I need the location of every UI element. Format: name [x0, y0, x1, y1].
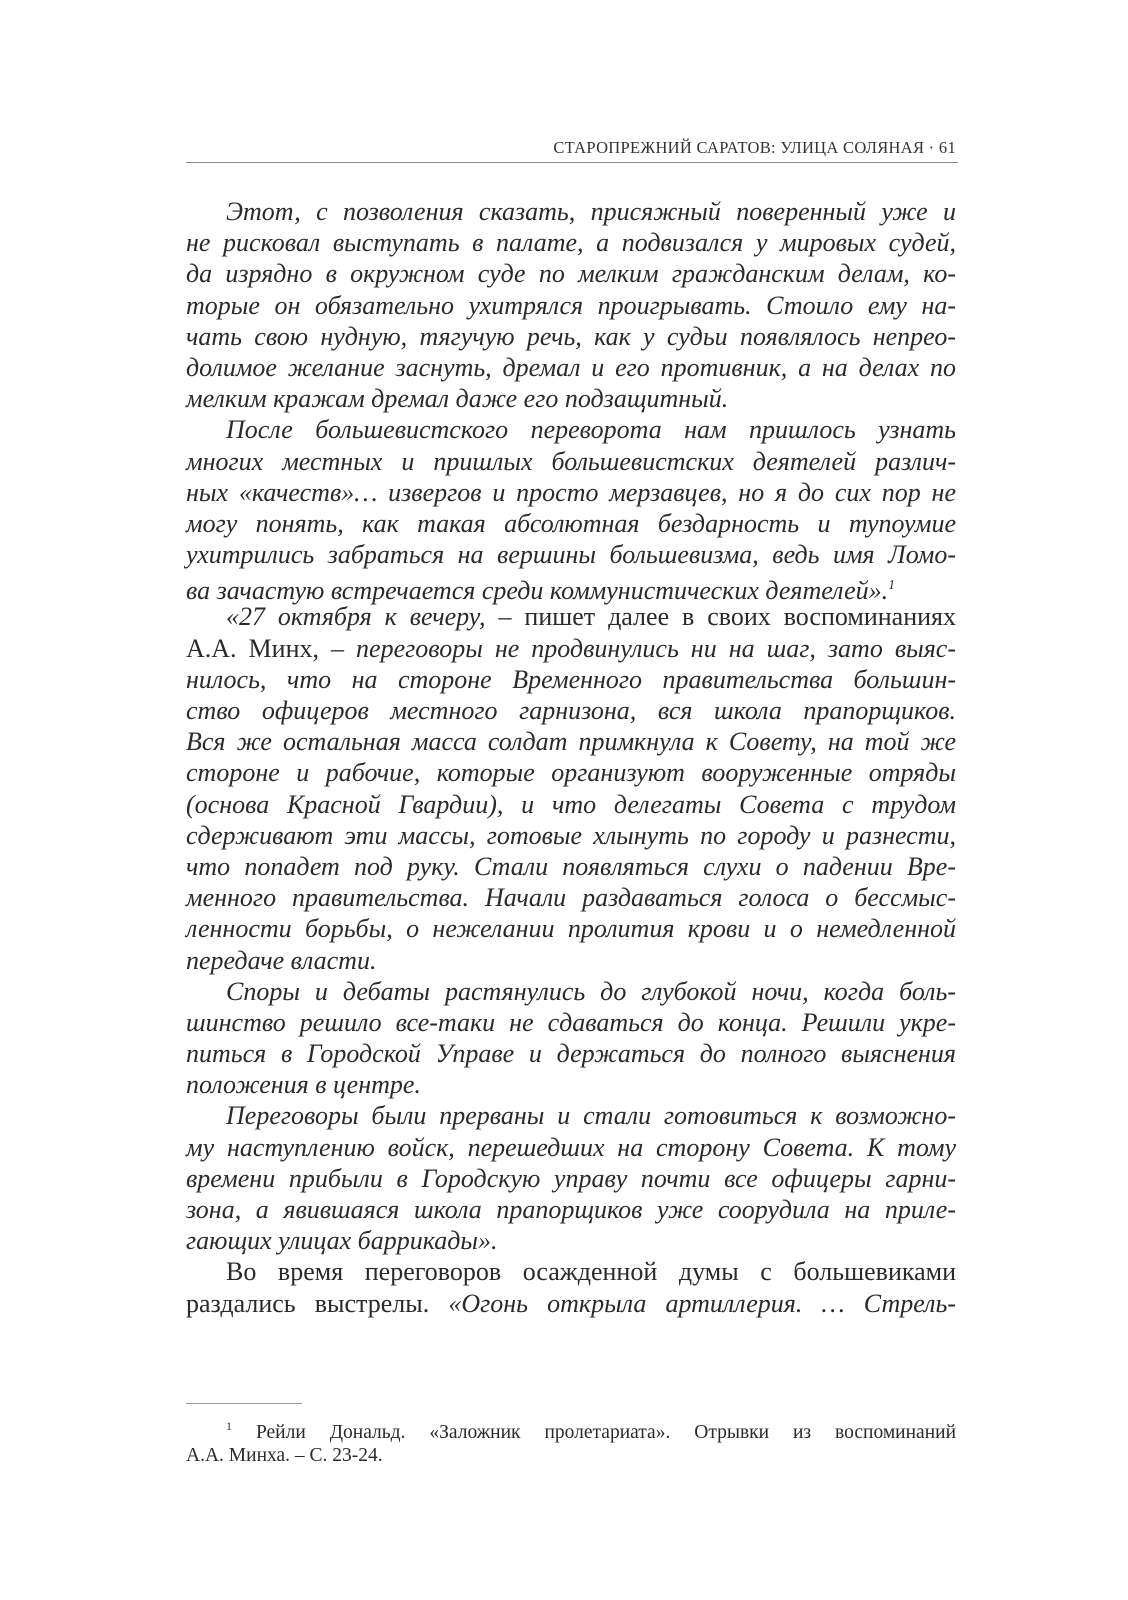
text-line: [186, 633, 956, 664]
text-line: [186, 789, 956, 820]
italic-text: гающих улицах баррикады».: [186, 1226, 498, 1256]
footnote-rule: [186, 1403, 302, 1404]
italic-text: что попадет под руку. Стали появляться слухи о падении Вре-: [186, 851, 956, 881]
italic-text: зона, а явившаяся школа прапорщиков уже соорудила на приле-: [186, 1195, 956, 1224]
italic-text: мелким кражам дремал даже его подзащитный.: [186, 384, 729, 414]
roman-text: А.А. Минх, –: [186, 633, 357, 663]
text-line: [186, 414, 956, 445]
text-line: [186, 508, 956, 539]
text-line: [186, 352, 956, 383]
paragraph: [186, 1100, 956, 1256]
text-line: [186, 477, 956, 508]
text-line: [186, 1038, 956, 1069]
footnote: [186, 1412, 956, 1470]
italic-text: долимое желание заснуть, дремал и его противник, а на делах по: [186, 352, 956, 382]
roman-text: раздались выстрелы.: [186, 1288, 449, 1318]
text-line: [186, 1007, 956, 1038]
footnote-marker: 1: [226, 1419, 232, 1433]
text-line: [186, 726, 956, 757]
italic-text: ство офицеров местного гарнизона, вся школа прапорщиков.: [186, 696, 956, 725]
text-line: [186, 539, 956, 570]
paragraph: [186, 196, 956, 414]
text-line: [186, 1288, 956, 1319]
italic-text: многих местных и пришлых большевистских деятелей различ-: [186, 446, 956, 476]
italic-text: Переговоры были прерваны и стали готовиться к возможно-: [226, 1101, 956, 1131]
paragraph: [186, 1256, 956, 1318]
text-line: [186, 757, 956, 788]
italic-text: му наступлению войск, перешедших на сторону Совета. К тому: [186, 1132, 956, 1162]
footnote-text-2: А.А. Минха. – С. 23-24.: [186, 1445, 383, 1466]
italic-text: После большевистского переворота нам пришлось узнать: [226, 415, 956, 445]
italic-text: торые он обязательно ухитрялся проигрывать. Стоило ему на-: [186, 290, 956, 320]
roman-text: – пишет далее в своих воспоминаниях: [498, 602, 957, 632]
text-line: [186, 945, 956, 976]
italic-text: ва зачастую встречается среди коммунистических деятелей».: [186, 576, 889, 606]
text-line: [186, 913, 956, 944]
roman-text: Во время переговоров осажденной думы с большевиками: [226, 1257, 956, 1287]
italic-text: не рисковал выступать в палате, а подвизался у мировых судей,: [186, 228, 956, 258]
text-line: [186, 1194, 956, 1225]
text-line: [186, 290, 956, 321]
italic-text: ухитрились забраться на вершины большевизма, ведь имя Ломо-: [186, 540, 956, 570]
text-line: [186, 882, 956, 913]
text-line: [186, 976, 956, 1007]
text-line: [186, 820, 956, 851]
italic-text: чать свою нудную, тягучую речь, как у судьи появлялось непрео-: [186, 321, 956, 351]
text-line: [186, 227, 956, 258]
text-line: [186, 851, 956, 882]
italic-text: Вся же остальная масса солдат примкнула к Совету, на той же: [186, 727, 956, 757]
text-line: [186, 446, 956, 477]
italic-text: передаче власти.: [186, 945, 377, 975]
text-line: [186, 1163, 956, 1194]
italic-text: сдерживают эти массы, готовые хлынуть по городу и разнести,: [186, 820, 956, 850]
italic-text: Споры и дебаты растянулись до глубокой ночи, когда боль-: [226, 976, 956, 1006]
running-head: СТАРОПРЕЖНИЙ САРАТОВ: УЛИЦА СОЛЯНАЯ · 61: [553, 138, 956, 157]
italic-text: (основа Красной Гвардии), и что делегаты Совета с трудом: [186, 789, 956, 819]
text-line: [186, 695, 956, 726]
text-line: [186, 1225, 956, 1256]
italic-text: Этот, с позволения сказать, присяжный поверенный уже и: [226, 197, 956, 226]
italic-text: да изрядно в окружном суде по мелким гражданским делам, ко-: [186, 259, 956, 289]
text-line: [186, 664, 956, 695]
text-line: [186, 601, 956, 632]
paragraph: [186, 976, 956, 1101]
text-line: [186, 1256, 956, 1287]
text-line: [186, 258, 956, 289]
italic-text: питься в Городской Управе и держаться до полного выяснения: [186, 1039, 956, 1069]
text-line: [186, 1132, 956, 1163]
italic-text: переговоры не продвинулись ни на шаг, зато выяс-: [356, 633, 956, 663]
italic-text: стороне и рабочие, которые организуют вооруженные отряды: [186, 758, 956, 788]
footnote-text-1: Рейли Дональд. «Заложник пролетариата». Отрывки из воспоминаний: [255, 1422, 957, 1443]
text-line: [186, 196, 956, 227]
paragraph: [186, 414, 956, 606]
italic-text: могу понять, как такая абсолютная бездарность и тупоумие: [186, 508, 956, 538]
footnote-reference[interactable]: 1: [888, 578, 896, 594]
text-line: [186, 1069, 956, 1100]
italic-text: положения в центре.: [186, 1070, 421, 1100]
italic-text: времени прибыли в Городскую управу почти все офицеры гарни-: [186, 1163, 956, 1193]
footnote-line: [186, 1412, 956, 1441]
footnote-line: [186, 1441, 956, 1470]
italic-text: менного правительства. Начали раздаваться голоса о бессмыс-: [186, 883, 956, 913]
italic-text: «Огонь открыла артиллерия. … Стрель-: [448, 1288, 956, 1318]
italic-text: нилось, что на стороне Временного правительства большин-: [186, 664, 956, 694]
italic-text: ных «качеств»… извергов и просто мерзавцев, но я до сих пор не: [186, 477, 956, 507]
text-line: [186, 1100, 956, 1131]
italic-text: «27 октября к вечеру,: [226, 602, 499, 632]
italic-text: шинство решило все-таки не сдаваться до конца. Решили укре-: [186, 1007, 956, 1037]
text-line: [186, 570, 956, 606]
paragraph: [186, 601, 956, 975]
text-line: [186, 321, 956, 352]
body-text: [186, 196, 956, 1319]
header-rule: [186, 162, 958, 163]
text-line: [186, 383, 956, 414]
italic-text: ленности борьбы, о нежелании пролития крови и о немедленной: [186, 914, 956, 944]
